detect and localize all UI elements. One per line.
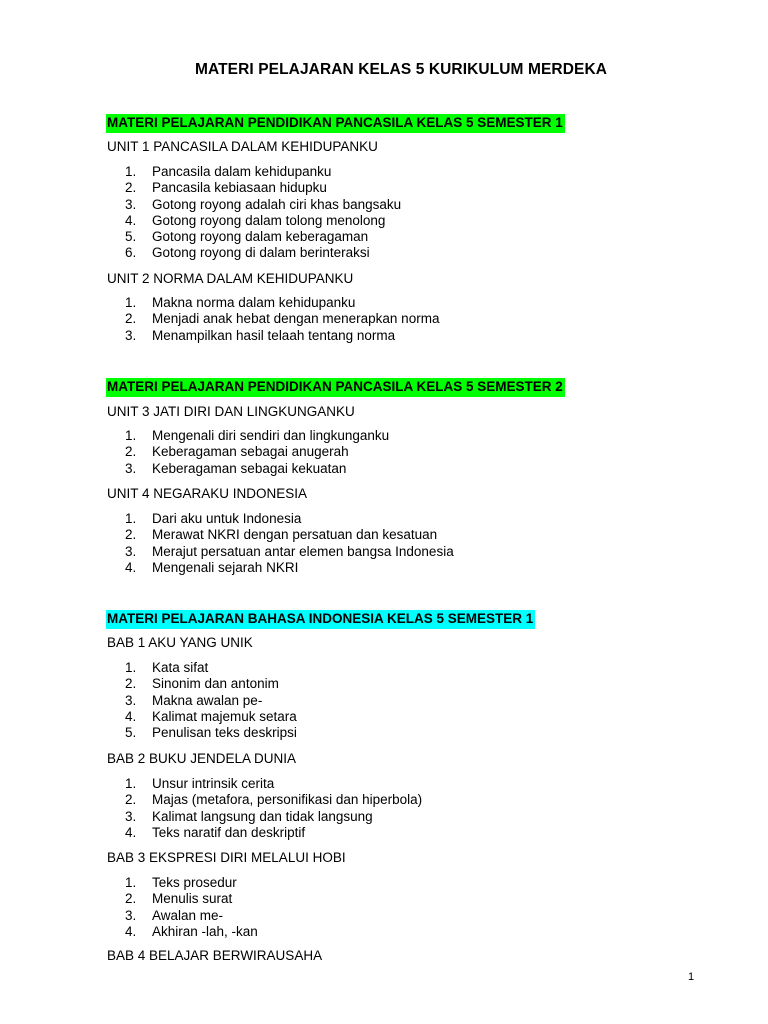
unit-title: UNIT 1 PANCASILA DALAM KEHIDUPANKU	[107, 139, 378, 154]
list-item: 5. Penulisan teks deskripsi	[125, 725, 297, 741]
list-item: 4. Teks naratif dan deskriptif	[125, 824, 306, 840]
list-item: 1. Dari aku untuk Indonesia	[125, 511, 302, 526]
unit-title: BAB 2 BUKU JENDELA DUNIA	[107, 751, 297, 766]
page-number: 1	[688, 971, 695, 983]
list-item: 2. Keberagaman sebagai anugerah	[125, 444, 349, 460]
list-item: 1. Pancasila dalam kehidupanku	[125, 164, 332, 179]
unit-title: BAB 1 AKU YANG UNIK	[107, 635, 253, 650]
list-item: 5. Gotong royong dalam keberagaman	[125, 229, 369, 245]
topic-list	[125, 776, 422, 841]
list-item: 1. Mengenali diri sendiri dan lingkunganku	[125, 428, 390, 443]
section-heading-bahasa-indonesia-semester-1: MATERI PELAJARAN BAHASA INDONESIA KELAS 5 SEMESTER 1	[106, 610, 535, 629]
section-heading-pancasila-semester-1: MATERI PELAJARAN PENDIDIKAN PANCASILA KELAS 5 SEMESTER 1	[106, 114, 565, 133]
list-item: 3. Kalimat langsung dan tidak langsung	[125, 808, 373, 824]
list-item: 4. Gotong royong dalam tolong menolong	[125, 212, 386, 228]
list-item: 6. Gotong royong di dalam berinteraksi	[125, 245, 370, 261]
list-item: 1. Kata sifat	[125, 660, 209, 675]
list-item: 1. Teks prosedur	[125, 875, 237, 890]
list-item: 4. Akhiran -lah, -kan	[125, 923, 258, 939]
list-item: 4. Mengenali sejarah NKRI	[125, 559, 299, 575]
list-item: 3. Menampilkan hasil telaah tentang norma	[125, 327, 396, 343]
topic-list	[125, 875, 258, 940]
unit-title: BAB 4 BELAJAR BERWIRAUSAHA	[107, 948, 323, 963]
list-item: 2. Majas (metafora, personifikasi dan hiperbola)	[125, 792, 423, 808]
list-item: 3. Makna awalan pe-	[125, 692, 263, 708]
unit-title: BAB 3 EKSPRESI DIRI MELALUI HOBI	[107, 850, 346, 865]
list-item: 1. Unsur intrinsik cerita	[125, 776, 275, 791]
topic-list	[125, 428, 389, 477]
topic-list	[125, 660, 297, 741]
list-item: 3. Gotong royong adalah ciri khas bangsaku	[125, 196, 402, 212]
list-item: 2. Menulis surat	[125, 891, 233, 907]
list-item: 3. Merajut persatuan antar elemen bangsa Indonesia	[125, 543, 454, 559]
list-item: 1. Makna norma dalam kehidupanku	[125, 295, 356, 310]
unit-title: UNIT 2 NORMA DALAM KEHIDUPANKU	[107, 271, 354, 286]
list-item: 3. Awalan me-	[125, 907, 224, 923]
topic-list	[125, 164, 401, 262]
topic-list	[125, 511, 454, 576]
unit-title: UNIT 4 NEGARAKU INDONESIA	[107, 486, 308, 501]
list-item: 2. Menjadi anak hebat dengan menerapkan norma	[125, 311, 440, 327]
document-title: MATERI PELAJARAN KELAS 5 KURIKULUM MERDEKA	[194, 61, 608, 78]
section-heading-pancasila-semester-2: MATERI PELAJARAN PENDIDIKAN PANCASILA KELAS 5 SEMESTER 2	[106, 378, 565, 397]
topic-list	[125, 295, 439, 344]
list-item: 2. Pancasila kebiasaan hidupku	[125, 180, 327, 196]
list-item: 4. Kalimat majemuk setara	[125, 708, 297, 724]
list-item: 2. Merawat NKRI dengan persatuan dan kesatuan	[125, 527, 438, 543]
unit-title: UNIT 3 JATI DIRI DAN LINGKUNGANKU	[107, 404, 355, 419]
list-item: 2. Sinonim dan antonim	[125, 676, 279, 692]
list-item: 3. Keberagaman sebagai kekuatan	[125, 460, 347, 476]
